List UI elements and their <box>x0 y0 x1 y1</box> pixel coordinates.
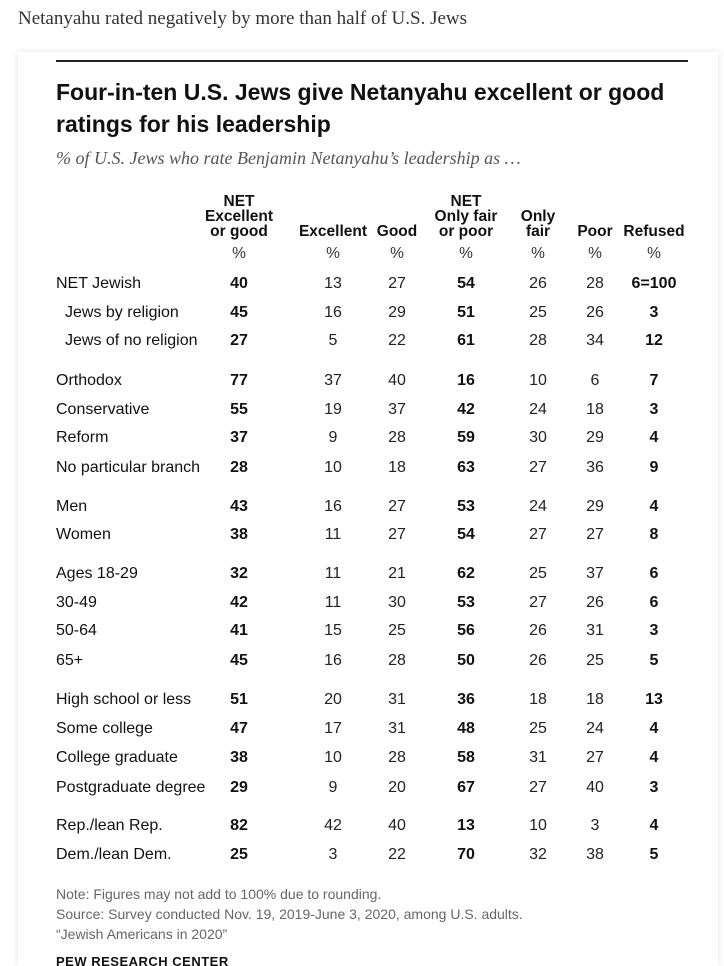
table-cell: 56 <box>457 622 475 639</box>
table-cell: 28 <box>388 652 406 669</box>
row-label: NET Jewish <box>56 275 142 292</box>
table-cell: 25 <box>586 652 604 669</box>
table-cell: 27 <box>586 526 604 543</box>
table-cell: 9 <box>328 779 338 796</box>
table-cell: 12 <box>645 332 663 349</box>
table-cell: 5 <box>328 332 338 349</box>
row-label: Postgraduate degree <box>56 779 206 796</box>
chart-card <box>18 52 718 966</box>
table-cell: 29 <box>586 429 604 446</box>
row-label: 30-49 <box>56 594 97 611</box>
table-cell: 53 <box>457 594 475 611</box>
table-cell: 24 <box>586 720 604 737</box>
unit-label: % <box>588 245 602 262</box>
table-cell: 9 <box>328 429 338 446</box>
table-cell: 36 <box>457 691 475 708</box>
table-cell: 10 <box>529 372 547 389</box>
table-cell: 20 <box>324 691 342 708</box>
row-label: Dem./lean Dem. <box>56 846 172 863</box>
table-cell: 45 <box>230 652 248 669</box>
table-cell: 18 <box>529 691 547 708</box>
unit-label: % <box>459 245 473 262</box>
table-cell: 18 <box>586 401 604 418</box>
row-label: Reform <box>56 429 109 446</box>
chart-subtitle: % of U.S. Jews who rate Benjamin Netanyahu’s leadership as … <box>56 148 521 168</box>
table-cell: 77 <box>230 372 248 389</box>
table-cell: 16 <box>324 498 342 515</box>
table-cell: 25 <box>230 846 248 863</box>
table-cell: 18 <box>388 459 406 476</box>
column-header <box>604 184 704 239</box>
table-cell: 15 <box>324 622 342 639</box>
row-label: Women <box>56 526 111 543</box>
row-label: 50-64 <box>56 622 97 639</box>
table-cell: 25 <box>529 720 547 737</box>
column-header-line: Poor <box>577 223 613 240</box>
row-label: Rep./lean Rep. <box>56 817 163 834</box>
table-cell: 24 <box>529 401 547 418</box>
table-cell: 4 <box>649 429 659 446</box>
table-cell: 13 <box>324 275 342 292</box>
table-cell: 50 <box>457 652 475 669</box>
table-cell: 3 <box>649 622 659 639</box>
table-cell: 28 <box>529 332 547 349</box>
row-label: Some college <box>56 720 153 737</box>
table-cell: 18 <box>586 691 604 708</box>
row-label: Jews by religion <box>65 304 179 321</box>
table-cell: 37 <box>230 429 248 446</box>
table-cell: 54 <box>457 526 475 543</box>
table-cell: 3 <box>649 779 659 796</box>
table-cell: 10 <box>529 817 547 834</box>
pew-logo: PEW RESEARCH CENTER <box>56 954 229 966</box>
table-cell: 9 <box>649 459 659 476</box>
unit-label: % <box>232 245 246 262</box>
table-cell: 28 <box>586 275 604 292</box>
table-cell: 6=100 <box>631 275 677 292</box>
column-header-line: Excellent <box>204 208 274 225</box>
table-cell: 41 <box>230 622 248 639</box>
footnotes <box>56 884 523 944</box>
table-cell: 32 <box>529 846 547 863</box>
table-cell: 5 <box>649 652 659 669</box>
table-cell: 26 <box>586 304 604 321</box>
table-cell: 6 <box>649 594 659 611</box>
table-cell: 82 <box>230 817 248 834</box>
note-text: Note: Figures may not add to 100% due to rounding. <box>56 886 382 902</box>
table-cell: 4 <box>649 498 659 515</box>
table-cell: 10 <box>324 459 342 476</box>
table-cell: 6 <box>590 372 600 389</box>
table-cell: 7 <box>649 372 659 389</box>
table-cell: 27 <box>230 332 248 349</box>
table-cell: 27 <box>388 526 406 543</box>
table-cell: 62 <box>457 565 475 582</box>
table-cell: 27 <box>529 594 547 611</box>
row-label: Conservative <box>56 401 150 418</box>
table-cell: 58 <box>457 749 475 766</box>
table-cell: 27 <box>388 498 406 515</box>
column-header-line: or poor <box>438 223 494 240</box>
unit-label: % <box>531 245 545 262</box>
table-cell: 59 <box>457 429 475 446</box>
table-cell: 67 <box>457 779 475 796</box>
table-cell: 27 <box>529 779 547 796</box>
table-cell: 8 <box>649 526 659 543</box>
table-cell: 63 <box>457 459 475 476</box>
table-cell: 10 <box>324 749 342 766</box>
table-cell: 42 <box>324 817 342 834</box>
table-cell: 32 <box>230 565 248 582</box>
table-cell: 40 <box>230 275 248 292</box>
column-header-line: Only fair <box>434 208 498 225</box>
report-title: “Jewish Americans in 2020” <box>56 926 228 942</box>
column-header-line: Excellent <box>298 223 368 240</box>
source-text: Source: Survey conducted Nov. 19, 2019-June 3, 2020, among U.S. adults. <box>56 906 523 922</box>
table-cell: 22 <box>388 846 406 863</box>
table-cell: 28 <box>388 429 406 446</box>
table-cell: 30 <box>529 429 547 446</box>
table-cell: 27 <box>388 275 406 292</box>
column-header-line: fair <box>525 223 551 240</box>
table-cell: 19 <box>324 401 342 418</box>
table-cell: 37 <box>388 401 406 418</box>
table-cell: 34 <box>586 332 604 349</box>
table-cell: 45 <box>230 304 248 321</box>
table-cell: 21 <box>388 565 406 582</box>
table-cell: 37 <box>586 565 604 582</box>
table-cell: 22 <box>388 332 406 349</box>
table-cell: 28 <box>388 749 406 766</box>
column-header-line: Refused <box>623 223 685 240</box>
table-cell: 11 <box>324 526 342 543</box>
table-cell: 51 <box>230 691 248 708</box>
unit-label: % <box>390 245 404 262</box>
table-cell: 5 <box>649 846 659 863</box>
table-cell: 37 <box>324 372 342 389</box>
chart-title: Four-in-ten U.S. Jews give Netanyahu excellent or good ratings for his leadership <box>56 79 665 137</box>
table-cell: 27 <box>529 526 547 543</box>
table-cell: 13 <box>645 691 663 708</box>
table-cell: 26 <box>529 275 547 292</box>
table-cell: 29 <box>388 304 406 321</box>
row-label: No particular branch <box>56 459 201 476</box>
row-label: 65+ <box>56 652 84 669</box>
table-cell: 27 <box>529 459 547 476</box>
table-cell: 13 <box>457 817 475 834</box>
table-cell: 25 <box>529 304 547 321</box>
unit-label: % <box>647 245 661 262</box>
top-rule <box>56 60 688 62</box>
table-cell: 6 <box>649 565 659 582</box>
table-cell: 31 <box>388 691 406 708</box>
row-label: College graduate <box>56 749 178 766</box>
table-cell: 30 <box>388 594 406 611</box>
table-cell: 40 <box>586 779 604 796</box>
table-cell: 16 <box>457 372 475 389</box>
row-label: Orthodox <box>56 372 122 389</box>
table-cell: 25 <box>388 622 406 639</box>
table-cell: 20 <box>388 779 406 796</box>
table-cell: 40 <box>388 817 406 834</box>
table-cell: 4 <box>649 720 659 737</box>
table-cell: 3 <box>649 304 659 321</box>
table-cell: 51 <box>457 304 475 321</box>
page-heading: Netanyahu rated negatively by more than half of U.S. Jews <box>18 8 468 29</box>
column-header-line: or good <box>210 223 268 240</box>
row-label: Ages 18-29 <box>56 565 138 582</box>
row-label: High school or less <box>56 691 192 708</box>
table-cell: 17 <box>324 720 342 737</box>
column-header-line: NET <box>223 193 255 210</box>
table-cell: 53 <box>457 498 475 515</box>
table-cell: 43 <box>230 498 248 515</box>
table-cell: 24 <box>529 498 547 515</box>
row-label: Men <box>56 498 88 515</box>
table-cell: 3 <box>328 846 338 863</box>
table-cell: 4 <box>649 749 659 766</box>
table-cell: 38 <box>230 526 248 543</box>
table-cell: 54 <box>457 275 475 292</box>
table-cell: 31 <box>586 622 604 639</box>
column-header-line: Only <box>520 208 556 225</box>
table-cell: 29 <box>586 498 604 515</box>
table-cell: 26 <box>586 594 604 611</box>
table-cell: 38 <box>230 749 248 766</box>
column-header-line: Good <box>376 223 418 240</box>
table-cell: 36 <box>586 459 604 476</box>
table-cell: 38 <box>586 846 604 863</box>
table-cell: 11 <box>324 565 342 582</box>
table-cell: 70 <box>457 846 475 863</box>
table-cell: 16 <box>324 652 342 669</box>
table-cell: 16 <box>324 304 342 321</box>
table-cell: 42 <box>230 594 248 611</box>
table-cell: 28 <box>230 459 248 476</box>
table-cell: 61 <box>457 332 475 349</box>
table-cell: 4 <box>649 817 659 834</box>
table-cell: 3 <box>590 817 600 834</box>
table-cell: 55 <box>230 401 248 418</box>
table-cell: 25 <box>529 565 547 582</box>
table-cell: 47 <box>230 720 248 737</box>
table-cell: 27 <box>586 749 604 766</box>
table-cell: 26 <box>529 652 547 669</box>
table-cell: 11 <box>324 594 342 611</box>
table-cell: 26 <box>529 622 547 639</box>
table-cell: 42 <box>457 401 475 418</box>
table-cell: 29 <box>230 779 248 796</box>
row-label: Jews of no religion <box>65 332 198 349</box>
table-cell: 31 <box>529 749 547 766</box>
table-cell: 48 <box>457 720 475 737</box>
column-header <box>189 184 289 239</box>
table-cell: 3 <box>649 401 659 418</box>
table-cell: 31 <box>388 720 406 737</box>
column-header-line: NET <box>450 193 482 210</box>
unit-label: % <box>326 245 340 262</box>
table-cell: 40 <box>388 372 406 389</box>
